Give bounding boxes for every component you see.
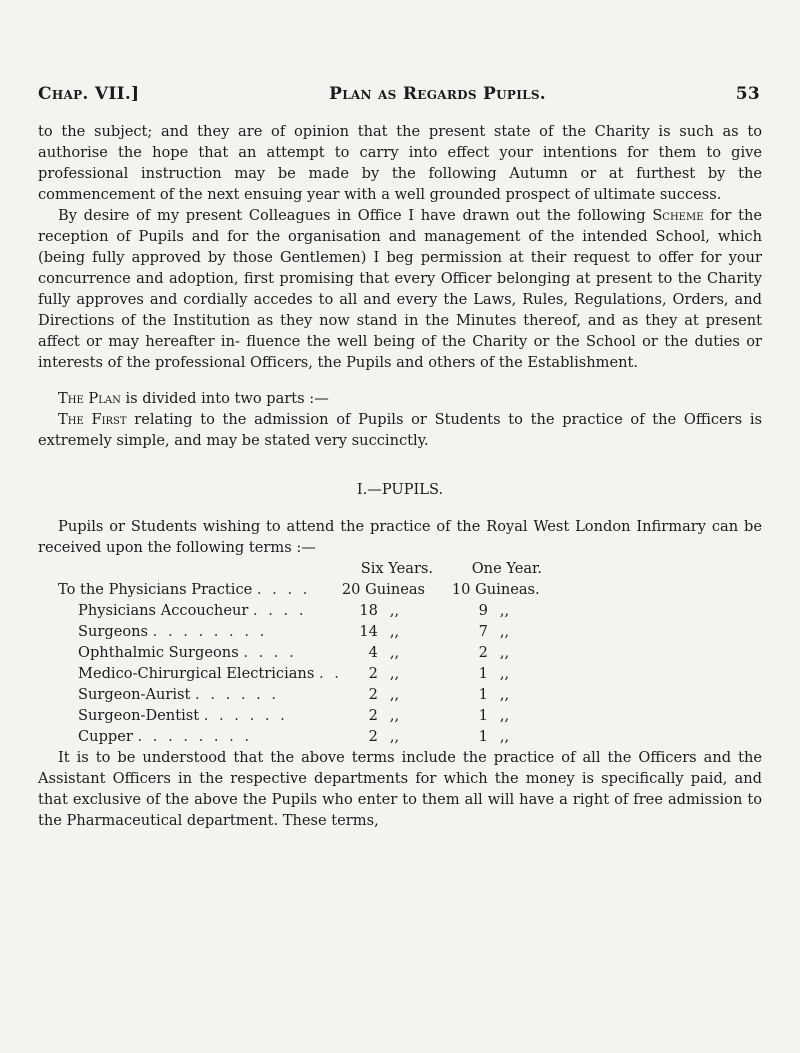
running-title: Plan as Regards Pupils.	[329, 84, 547, 104]
leader-dots: . . . . . .	[203, 707, 288, 724]
row-label: Surgeon-Dentist	[78, 707, 200, 724]
ditto-mark: ,,	[389, 728, 400, 745]
terms-table	[58, 558, 562, 747]
ditto-mark: ,,	[389, 665, 400, 682]
page-number: 53	[735, 84, 760, 104]
one-year-fee: 2	[478, 644, 488, 661]
row-label: Medico-Chirurgical Electricians	[78, 665, 315, 682]
row-label: Physicians Accoucheur	[78, 602, 249, 619]
leader-dots: . . . .	[243, 644, 297, 661]
ditto-mark: ,,	[389, 686, 400, 703]
one-year-fee: 9	[478, 602, 488, 619]
row-label: Surgeons	[78, 623, 149, 640]
leader-dots: . . . . . . . .	[137, 728, 253, 745]
one-year-fee: 1	[478, 665, 488, 682]
document-page	[38, 84, 762, 831]
one-year-fee: 1	[478, 686, 488, 703]
six-year-fee: 2	[368, 728, 378, 745]
row-label: To the Physicians Practice	[58, 581, 253, 598]
row-label: Ophthalmic Surgeons	[78, 644, 239, 661]
paragraph-3	[38, 388, 762, 409]
ditto-mark: ,,	[389, 623, 400, 640]
one-year-fee: 10 Guineas.	[451, 581, 540, 598]
chapter-label: Chap. VII.]	[38, 84, 140, 104]
row-label: Surgeon-Aurist	[78, 686, 191, 703]
first-term: The First	[58, 411, 127, 428]
paragraph-2-text-b: for the reception of Pupils and for the organisation and management of the intended School, which (being fully approved by those Gentlemen) I beg permission at their request to offer for your concurrence and adoption, first promising that every Officer belonging at present to the Charity fully approves and cordially accedes to all and every the Laws, Rules, Regulations, Orders, and Directions of the Institution as they now stand in the Minutes thereof, and as they at present affect or may hereafter in- fluence the well being of the Charity or the School or the duties or interests of the professional Officers, the Pupils and others of the Establishment.	[38, 207, 762, 371]
table-row	[58, 705, 562, 726]
paragraph-6: It is to be understood that the above terms include the practice of all the Officers and the Assistant Officers in the respective departments for which the money is specifically paid, and that exclusive of the above the Pupils who enter to them all will have a right of free admission to the Pharmaceutical department. These terms,	[38, 749, 762, 829]
paragraph-1: to the subject; and they are of opinion that the present state of the Charity is such as to authorise the hope that an attempt to carry into effect your intentions for them to give professional instruction may be made by the following Autumn or at furthest by the commencement of the next ensuing year with a well grounded prospect of ultimate success.	[38, 123, 762, 203]
ditto-mark: ,,	[499, 602, 510, 619]
leader-dots: . . . . . . . .	[152, 623, 268, 640]
table-row	[58, 621, 562, 642]
ditto-mark: ,,	[499, 623, 510, 640]
six-year-fee: 2	[368, 707, 378, 724]
ditto-mark: ,,	[499, 728, 510, 745]
table-row	[58, 600, 562, 621]
paragraph-5: Pupils or Students wishing to attend the practice of the Royal West London Infirmary can be received upon the following terms :—	[38, 518, 762, 556]
table-row	[58, 663, 562, 684]
ditto-mark: ,,	[499, 644, 510, 661]
one-year-fee: 1	[478, 728, 488, 745]
paragraph-3-text: is divided into two parts :—	[120, 390, 329, 407]
six-year-fee: 4	[368, 644, 378, 661]
table-row	[58, 684, 562, 705]
leader-dots: . .	[318, 665, 342, 682]
ditto-mark: ,,	[389, 644, 400, 661]
six-year-fee: 14	[359, 623, 378, 640]
one-year-fee: 7	[478, 623, 488, 640]
ditto-mark: ,,	[499, 707, 510, 724]
paragraph-2-text-a: By desire of my present Colleagues in Office I have drawn out the following	[58, 207, 653, 224]
col-six-years: Six Years.	[360, 560, 434, 577]
col-one-year: One Year.	[471, 560, 543, 577]
scheme-term: Scheme	[652, 207, 704, 224]
six-year-fee: 2	[368, 686, 378, 703]
paragraph-4-text: relating to the admission of Pupils or Students to the practice of the Officers is extremely simple, and may be stated very succinctly.	[38, 411, 762, 449]
one-year-fee: 1	[478, 707, 488, 724]
plan-term: The Plan	[58, 390, 121, 407]
ditto-mark: ,,	[389, 707, 400, 724]
leader-dots: . . . .	[252, 602, 307, 619]
ditto-mark: ,,	[499, 686, 510, 703]
six-year-fee: 2	[368, 665, 378, 682]
six-year-fee: 18	[359, 602, 378, 619]
six-year-fee: 20 Guineas	[341, 581, 426, 598]
table-row	[58, 726, 562, 747]
leader-dots: . . . . . .	[195, 686, 280, 703]
ditto-mark: ,,	[499, 665, 510, 682]
leader-dots: . . . .	[256, 581, 311, 598]
ditto-mark: ,,	[389, 602, 400, 619]
paragraph-2	[38, 205, 762, 373]
running-header	[38, 84, 762, 104]
paragraph-4	[38, 409, 762, 451]
terms-table-header	[58, 558, 562, 579]
table-row	[58, 642, 562, 663]
row-label: Cupper	[78, 728, 133, 745]
table-row	[58, 579, 562, 600]
section-heading: I.—PUPILS.	[356, 481, 444, 498]
